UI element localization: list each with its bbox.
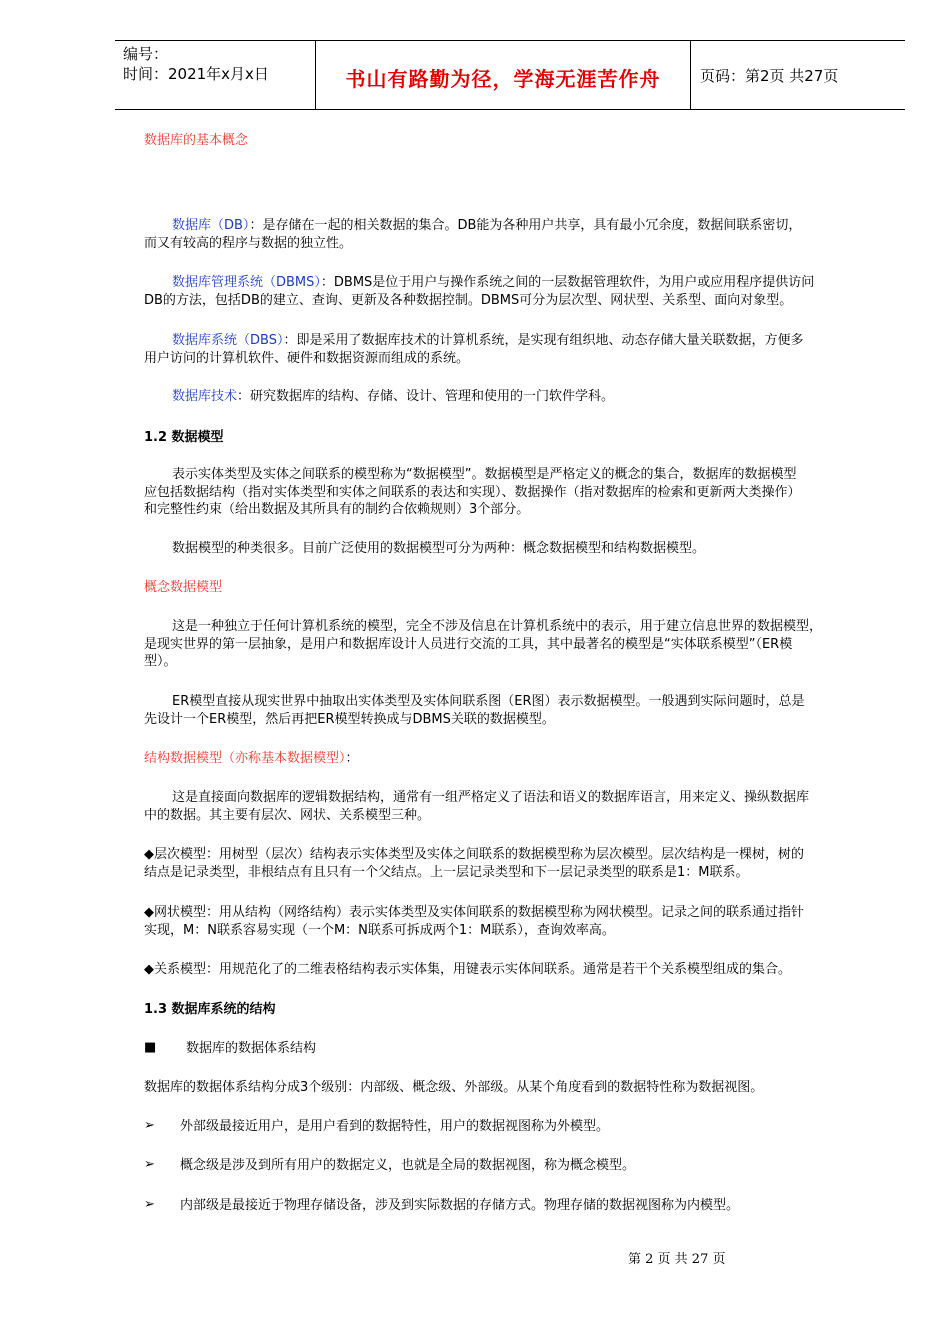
- s12-p3-line1: 这是一种独立于任何计算机系统的模型，完全不涉及信息在计算机系统中的表示，用于建立信息世界的数据模型，: [172, 619, 823, 634]
- struct-heading: 结构数据模型（亦称基本数据模型）: [144, 751, 346, 766]
- heading-1-2: 1.2 数据模型: [144, 430, 224, 445]
- s12-p2: 数据模型的种类很多。目前广泛使用的数据模型可分为两种：概念数据模型和结构数据模型。: [172, 541, 706, 556]
- term-dbtech: 数据库技术: [172, 389, 238, 404]
- def-text: ：是存储在一起的相关数据的集合。DB能为各种用户共享，具有最小冗余度，数据间联系密切，: [249, 218, 802, 233]
- term-dbms: 数据库管理系统（DBMS）: [172, 275, 321, 290]
- s12-p5-line2: 中的数据。其主要有层次、网状、关系模型三种。: [144, 808, 431, 823]
- s12-p3-line3: 型）。: [144, 654, 177, 669]
- struct-heading-line: [144, 749, 359, 768]
- time-label: 时间：2021年x月x日: [123, 65, 269, 83]
- def-text: ：即是采用了数据库技术的计算机系统，是实现有组织地、动态存储大量关联数据，方便多: [283, 333, 804, 348]
- number-label: 编号：: [123, 45, 169, 63]
- sub-heading: 数据库的数据体系结构: [186, 1041, 317, 1056]
- def-dbtech-line1: [172, 387, 614, 406]
- concept-heading: 概念数据模型: [144, 580, 223, 595]
- s12-p5-line1: 这是直接面向数据库的逻辑数据结构，通常有一组严格定义了语法和语义的数据库语言，用来定义、操纵数据库: [172, 790, 810, 805]
- s12-p3-line2: 是现实世界的第一层抽象，是用户和数据库设计人员进行交流的工具，其中最著名的模型是“实体联系模型”（ER模: [144, 637, 793, 652]
- def-text: ：研究数据库的结构、存储、设计、管理和使用的一门软件学科。: [237, 389, 615, 404]
- model-relational: ◆关系模型：用规范化了的二维表格结构表示实体集，用键表示实体间联系。通常是若干个关系模型组成的集合。: [144, 962, 791, 977]
- header-meta: [115, 41, 315, 109]
- def-dbms-line1: [172, 273, 814, 292]
- def-text: ：DBMS是位于用户与操作系统之间的一层数据管理软件，为用户或应用程序提供访问: [320, 275, 815, 290]
- model-hierarchical-line1: ◆层次模型：用树型（层次）结构表示实体类型及实体之间联系的数据模型称为层次模型。层次结构是一棵树，树的: [144, 847, 804, 862]
- def-db-line1: [172, 216, 801, 235]
- page-footer: 第 2 页 共 27 页: [628, 1252, 726, 1267]
- level-conceptual: 概念级是涉及到所有用户的数据定义，也就是全局的数据视图，称为概念模型。: [180, 1158, 636, 1173]
- term-dbs: 数据库系统（DBS）: [172, 333, 284, 348]
- s13-intro: 数据库的数据体系结构分成3个级别：内部级、概念级、外部级。从某个角度看到的数据特性称为数据视图。: [144, 1080, 764, 1095]
- s12-p1-line1: 表示实体类型及实体之间联系的模型称为“数据模型”。数据模型是严格定义的概念的集合，数据库的数据模型: [172, 467, 797, 482]
- level-external: 外部级最接近用户，是用户看到的数据特性，用户的数据视图称为外模型。: [180, 1119, 610, 1134]
- arrow-bullet-icon: ➢: [144, 1197, 155, 1212]
- term-db: 数据库（DB）: [172, 218, 250, 233]
- def-db-line2: 而又有较高的程序与数据的独立性。: [144, 236, 353, 251]
- model-network-line2: 实现，M：N联系容易实现（一个M：N联系可拆成两个1：M联系），查询效率高。: [144, 923, 615, 938]
- s12-p1-line3: 和完整性约束（给出数据及其所具有的制约合依赖规则）3个部分。: [144, 502, 530, 517]
- s12-p4-line1: ER模型直接从现实世界中抽取出实体类型及实体间联系图（ER图）表示数据模型。一般遇到实际问题时，总是: [172, 694, 805, 709]
- model-network-line1: ◆网状模型：用从结构（网络结构）表示实体类型及实体间联系的数据模型称为网状模型。记录之间的联系通过指针: [144, 905, 804, 920]
- def-dbs-line2: 用户访问的计算机软件、硬件和数据资源而组成的系统。: [144, 351, 470, 366]
- motto: 书山有路勤为径，学海无涯苦作舟: [345, 67, 661, 91]
- def-dbms-line2: DB的方法，包括DB的建立、查询、更新及各种数据控制。DBMS可分为层次型、网状型、关系型、面向对象型。: [144, 293, 793, 308]
- page-code: 页码：第2页 共27页: [700, 67, 839, 85]
- heading-1-3: 1.3 数据库系统的结构: [144, 1002, 276, 1017]
- s12-p1-line2: 应包括数据结构（指对实体类型和实体之间联系的表达和实现）、数据操作（指对数据库的检索和更新两大类操作）: [144, 485, 801, 500]
- section-title: 数据库的基本概念: [144, 133, 249, 148]
- level-internal: 内部级是最接近于物理存储设备，涉及到实际数据的存储方式。物理存储的数据视图称为内模型。: [180, 1198, 740, 1213]
- page-header: [115, 40, 905, 110]
- arrow-bullet-icon: ➢: [144, 1157, 155, 1172]
- s12-p4-line2: 先设计一个ER模型，然后再把ER模型转换成与DBMS关联的数据模型。: [144, 712, 555, 727]
- header-page-cell: [690, 41, 905, 109]
- model-hierarchical-line2: 结点是记录类型，非根结点有且只有一个父结点。上一层记录类型和下一层记录类型的联系是1：M联系。: [144, 865, 749, 880]
- square-bullet-icon: ■: [144, 1040, 157, 1055]
- header-motto-cell: [315, 41, 691, 109]
- struct-colon: ：: [345, 751, 359, 766]
- def-dbs-line1: [172, 331, 803, 350]
- arrow-bullet-icon: ➢: [144, 1118, 155, 1133]
